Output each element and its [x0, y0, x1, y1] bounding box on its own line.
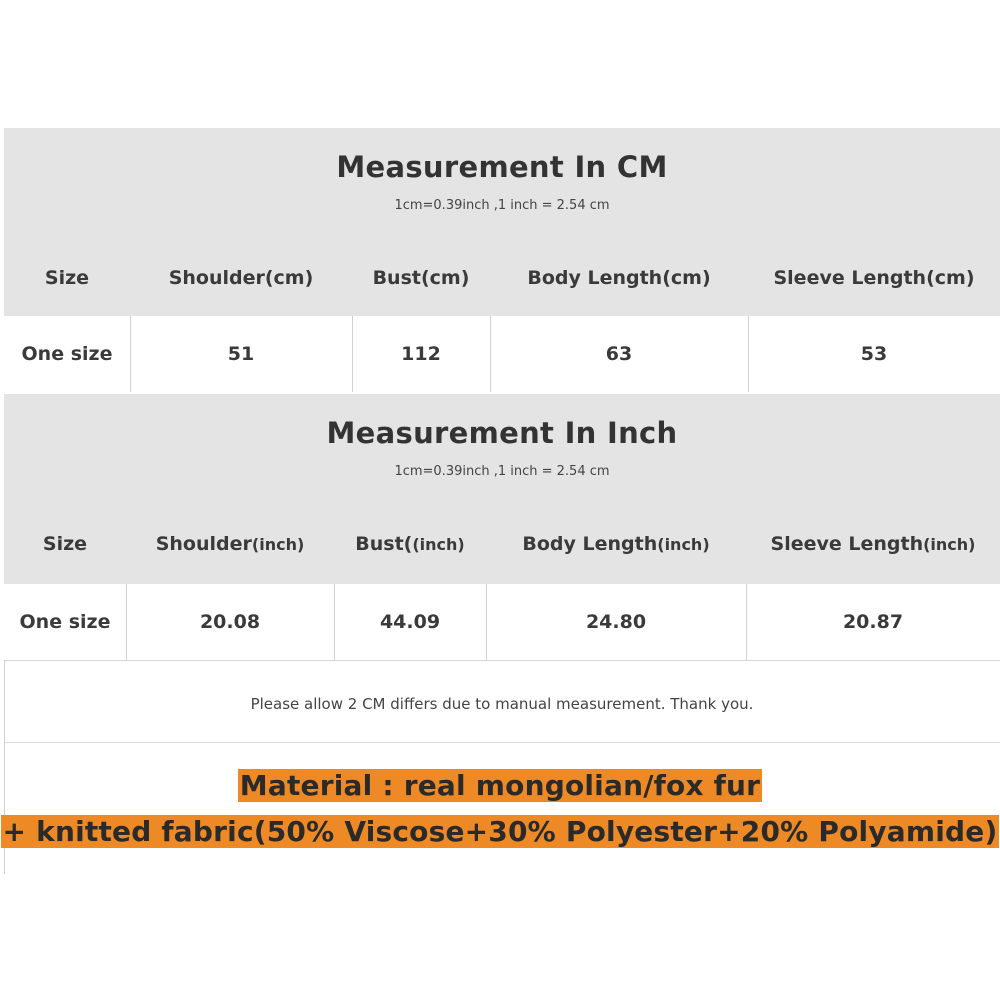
cm-divider: [352, 316, 353, 392]
cm-row-body-length: 63: [605, 343, 633, 365]
cm-header-shoulder: Shoulder(cm): [168, 267, 314, 289]
material-line-1-text: Material : real mongolian/fox fur: [239, 769, 761, 802]
row-divider: [4, 742, 1000, 743]
cm-row-size: One size: [21, 343, 113, 365]
row-divider: [4, 660, 1000, 661]
cm-header-sleeve-length: Sleeve Length(cm): [773, 267, 975, 289]
inch-header-bust: [334, 506, 486, 582]
cm-header-bust: Bust(cm): [372, 267, 470, 289]
cm-row-sleeve-length: 53: [860, 343, 888, 365]
cm-header-size: Size: [44, 267, 90, 289]
inch-header-sleeve-length: [746, 506, 1000, 582]
inch-header-shoulder-label: Shoulder: [155, 533, 252, 555]
inch-title: Measurement In Inch: [326, 416, 678, 450]
inch-row-shoulder: 20.08: [199, 611, 261, 633]
inch-header-body-length-unit: (inch): [657, 534, 710, 554]
inch-row-sleeve-length: 20.87: [842, 611, 904, 633]
inch-header-sleeve-length-unit: (inch): [923, 534, 976, 554]
inch-header-body-length: [486, 506, 746, 582]
cm-header-body-length: Body Length(cm): [527, 267, 711, 289]
cm-divider: [130, 316, 131, 392]
cm-title: Measurement In CM: [336, 150, 668, 184]
cm-row-shoulder: 51: [227, 343, 255, 365]
inch-row-size: One size: [19, 611, 111, 633]
material-line-1: [0, 769, 1000, 802]
cm-row-bust: 112: [401, 343, 441, 365]
material-line-2-text: + knitted fabric(50% Viscose+30% Polyester+20% Polyamide): [2, 815, 998, 848]
inch-divider: [486, 584, 487, 660]
inch-divider: [126, 584, 127, 660]
material-line-2: [0, 815, 1000, 848]
inch-header-size: [4, 506, 126, 582]
inch-row-bust: 44.09: [379, 611, 441, 633]
inch-header-sleeve-length-label: Sleeve Length: [770, 533, 924, 555]
measurement-disclaimer: Please allow 2 CM differs due to manual measurement. Thank you.: [250, 695, 754, 713]
cm-divider: [490, 316, 491, 392]
cm-conversion-note: 1cm=0.39inch ,1 inch = 2.54 cm: [394, 198, 610, 213]
inch-row-body-length: 24.80: [585, 611, 647, 633]
inch-conversion-note: 1cm=0.39inch ,1 inch = 2.54 cm: [394, 464, 610, 479]
inch-header-shoulder-unit: (inch): [251, 534, 305, 554]
inch-header-size-label: Size: [42, 533, 88, 555]
inch-header-bust-label: Bust(: [355, 533, 413, 555]
inch-header-bust-unit: (inch): [412, 534, 465, 554]
cm-divider: [748, 316, 749, 392]
inch-divider: [334, 584, 335, 660]
inch-divider: [746, 584, 747, 660]
inch-header-body-length-label: Body Length: [522, 533, 658, 555]
inch-header-shoulder: [126, 506, 334, 582]
